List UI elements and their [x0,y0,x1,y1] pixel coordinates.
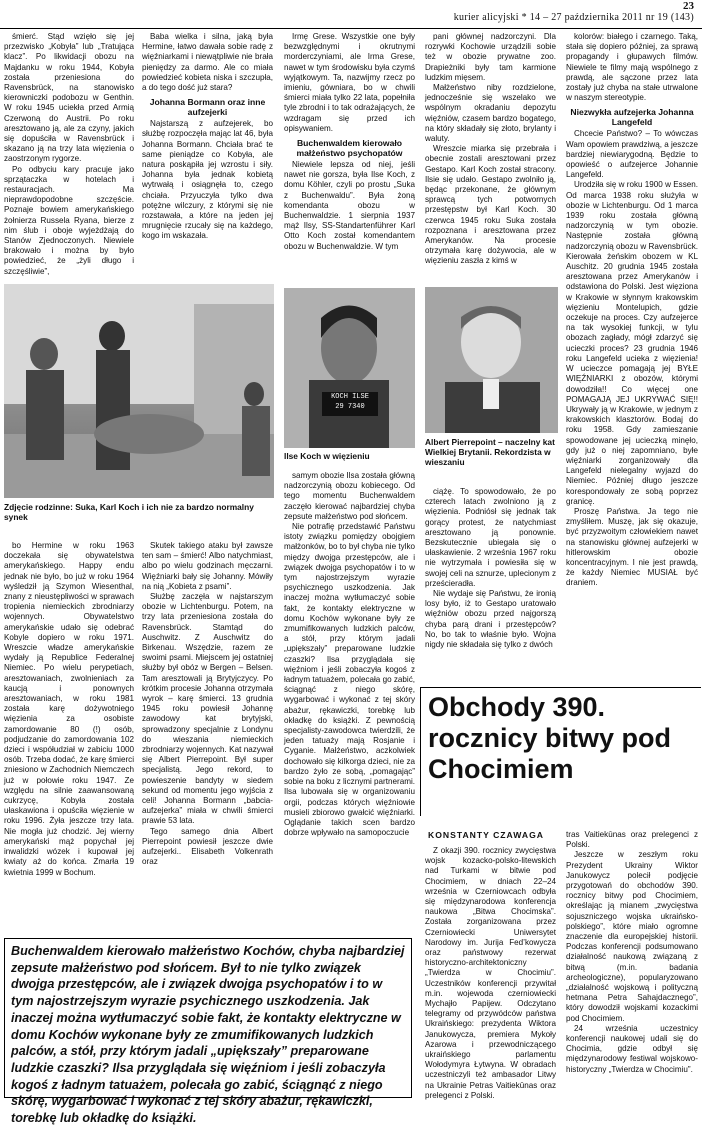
article2-col-a [425,846,556,1098]
pull-quote [4,938,412,1126]
pierrepoint-photo [425,287,558,433]
family-photo-drawing [4,284,274,498]
paragraph: Nie wydaje się Państwu, że ironią losy było, iż to Gestapo uratowało więźniów obozu przed najgorszą chyba parą drani i przestępców? No, bo tak to właśnie było. Wojna nigdy nie składała się tylko z dwóch [425,589,556,650]
paragraph: pani głównej nadzorczyni. Dla rozrywki Kochowie urządzili sobie też w obozie prywatne zoo. Drapieżniki były tam karmione ludzkim mięsem. [425,32,556,82]
header-rule [0,28,702,29]
paragraph: Służbę zaczęła w najstarszym obozie w Lichtenburgu. Potem, na trzy lata przeniesiona została do Ravensbrück. Stamtąd do Auschwitz. Z Auschwitz do Birkenau. Wszędzie, razem ze swoimi psami. Miejscem jej ostatniej służby był obóz w Bergen – Belsen. Tam aresztowali ją Brytyjczycy. Po krótkim procesie Johanna otrzymała wyrok – karę śmierci. 13 grudnia 1945 roku powiesił Johannę zawodowy kat brytyjski, sprowadzony specjalnie z Londynu do wieszania niemieckich zbrodniarzy wojennych. Kat nazywał się Albert Pierrepoint. Był super specjalistą. Jego rekord, to powieszenie bandyty w siedem sekund od momentu jego wyjścia z celi! Johanna Bormann „babcia-aufzejerka” miała w chwili śmierci prawie 53 lata. [142,592,273,826]
photo1-caption: Zdjęcie rodzinne: Suka, Karl Koch i ich nie za bardzo normalny synek [4,502,254,523]
paragraph: ciążę. To spowodowało, że po czterech latach zwolniono ją z więzienia. Podniósł się jednak tak gorący protest, że natychmiast aresztowano ją ponownie. Bezskutecznie ubiegała się o ułaskawienie. 2 września 1967 roku nie wytrzymała i powiesiła się w swojej celi na sznurze, uplecionym z prześcieradła. [425,487,556,588]
section-heading: Niezwykła aufzejerka Johanna Langefeld [570,107,694,128]
col2-bottom [142,541,273,930]
page-header [0,0,702,28]
paragraph: kolorów: białego i czarnego. Taką, stała się dopiero później, za sprawą propagandy i głupawych filmów. Niewiele te filmy mają wspólnego z prawdą, ale sączone przez lata zostały już chyba na stałe utrwalone w naszym stereotypie. [566,32,698,103]
article2-author: KONSTANTY CZAWAGA [428,830,544,840]
paragraph: Baba wielka i silna, jaką była Hermine, łatwo dawała sobie radę z więźniarkami i niewątpliwie nie brała pieniędzy za darmo. Ale co miała powiedzieć kobieta niska i szczupła, a do tego dość już stara? [142,32,273,93]
paragraph: Proszę Państwa. Ja tego nie zmyśliłem. Muszę, jak się okazuje, być przyzwoitym człowiekiem nawet na stanowisku głównej aufzejerki w hitlerowskim obozie koncentracyjnym. I nie jest prawdą, że każdy Niemiec MUSIAŁ być draniem. [566,506,698,588]
paragraph: śmierć. Stąd wzięło się jej przezwisko „Kobyła” lub „Tratująca klacz”. Po likwidacji obozu na Majdanku w roku 1944, Kobyła została przeniesiona do Ravensbrück, na stanowisko kierowniczki podobozu w Genthin. W roku 1945 uciekła przed Armią Czerwoną do Austrii. Po roku aresztowano ją, ale za czyny, jakich się dopuściła w Ravensbrück i skazano ją na trzy lata więzienia o zaostrzonym rygorze. [4,32,134,164]
paragraph: Skutek takiego ataku był zawsze ten sam – śmierć! Albo natychmiast, albo po wielu godzinach męczarni. Więźniarki bały się Johanny. Mówiły na nią „Kobieta z psami”. [142,541,273,591]
section-heading: Johanna Bormann oraz inne aufzejerki [149,97,266,118]
article2-headline: Obchody 390. rocznicy bitwy pod Chocimiem [428,692,672,784]
col1-top [4,32,134,278]
family-photo [4,284,274,498]
paragraph: Wreszcie miarka się przebrała i obecnie zostali aresztowani przez Gestapo. Karl Koch został stracony. Ilsie się udało. Gestapo zwolniło ją, będąc przekonane, że głównym sprawcą tych potwornych przestępstw był Karl Koch. 30 czerwca 1945 roku Suka została rozpoznana i aresztowana przez Amerykanów. Na procesie otrzymała karę dożywocia, ale w więzieniu zaszła z kimś w [425,144,556,266]
paragraph: tras Vaitiekūnas oraz prelegenci z Polski. [566,830,698,850]
paragraph: Chcecie Państwo? – To wówczas Wam opowiem prawdziwą, a jeszcze bardziej niewiarygodną. Będzie to opowieść o aufzejerce Johannie Langefeld. [566,129,698,180]
paragraph: Po odbyciu kary pracuje jako sprzątaczka w hotelach i restauracjach. Ma nieprawdopodobne szczęście. Poznaje bowiem amerykańskiego żołnierza Russela Ryana, bierze z nim ślub i oboje wyjeżdżają do Stanów Zjednoczonych. Niewiele brakowało i można by było powiedzieć, że „żyli długo i szczęśliwie”, [4,164,134,276]
paragraph: samym obozie Ilsa została główną nadzorczynią obozu kobiecego. Od tego momentu Buchenwaldem zaczęło kierować najbardziej chyba zepsute małżeństwo pod słońcem. [284,471,415,521]
ilse-koch-photo-drawing [284,288,415,448]
col4-bottom [425,487,556,673]
pull-quote-text: Buchenwaldem kierowało małżeństwo Kochów, chyba najbardziej zepsute małżeństwo pod słońcem. Był to nie tylko związek dwojga przestępców, ale i związek dwojga psychopatów i to w tym najostrzejszym wyrazie psychicznego uszkodzenia. Jak inaczej można wytłumaczyć sobie fakt, że kontakty elektryczne w domu Kochów wykonane były ze zmumifikowanych ludzkich palców, a stół, przy którym jadali „upiększały” preparowane ludzkie czaszki? Ilsa przyglądała się więźniom i jeśli zobaczyła kogoś z ładnym tatuażem, polecała go zabić, ściągnąć z niego skórę, wygarbować i wykonać z tej skóry abażur, rękawiczki, torebkę lub okładkę do książki. [11,944,405,1126]
col4-top [425,32,556,284]
paragraph: Tego samego dnia Albert Pierrepoint powiesił jeszcze dwie aufzejerki.. Elisabeth Volkenrath oraz [142,826,273,867]
page-number: 23 [683,0,694,12]
paragraph: bo Hermine w roku 1963 doczekała się obywatelstwa amerykańskiego. Happy endu jednak nie było, bo już w roku 1964 wyśledził ją Szymon Wiesenthal, znany z nieustępliwości w sprawach tropienia niemieckich zbrodniarzy wojennych. Obywatelstwo amerykańskie udało się odebrać Kobyle dopiero w roku 1971. Wreszcie władze amerykańskie wydały ją Republice Federalnej Niemiec. Po wielu perypetiach, aresztowaniach, zwolnieniach za kaucją i ponownych aresztowaniach, w roku 1981 została karę dożywotniego więzienia za osobiste zamordowanie 80 (!) osób, podjudzanie do zamordowania 102 dzieci i współudział w zabiciu 1000 osób. Trzeba dodać, że karę śmierci zniesiono w Zachodnich Niemczech już w połowie roku 1947. Ze względu na silnie zaawansowaną cukrzycę, Kobyła została ułaskawiona i opuściła więzienie w roku 1996. Żyła jeszcze trzy lata. Nie mogła już chodzić. Jej wierny amerykański mąż popychał jej inwalidzki wózek i kupował jej kwiaty aż do końca. Zmarła 19 kwietnia 1999 w Bochum. [4,541,135,877]
prisoner-sign: KOCH ILSE 29 7340 [331,393,369,411]
paragraph: Niewiele lepsza od niej, jeśli nawet nie gorsza, była Ilse Koch, z domu Köhler, czyli po prostu „Suka z Buchenwaldu”. Była żoną komendanta obozu w Buchenwaldzie. 1 sierpnia 1937 mąż Ilsy, SS-Standartenführer Karl Otto Koch został komendantem obozu w Buchenwaldzie. W tym [284,160,415,251]
pierrepoint-photo-drawing [425,287,558,433]
col3-top [284,32,415,278]
paragraph: Małżeństwo niby rozdzielone, jednocześnie się wszelako we wspólnym okradaniu depozytu więźniów, czasem bardzo bogatego, na który składały się złoto, brylanty i waluty. [425,83,556,144]
paragraph: Urodziła się w roku 1900 w Essen. Od marca 1938 roku służyła w obozie w Lichtenburgu. Od 1 marca 1939 roku została główną nadzorczynią w tym obozie. Następnie została główną nadzorczynią obozu w Ravensbrück. Kierowała żeńskim obozem w KL Auschitz. 20 grudnia 1945 została aresztowana przez Amerykanów i odstawiona do Polski. Jest więziona w Krakowie w słynnym krakowskim więzieniu Montelupich, gdzie oczekuje na proces. Czy aufzejerce na tak wysokiej funkcji, w tylu obozach zagłady, mógł zdarzyć się ucieczki proces? 23 grudnia 1946 roku Langefeld ucieka z więzienia! W ucieczce pomagają jej BYŁE WIĘŹNIARKI z obozów, którymi dowodziła!! Co więcej one POMAGAJĄ JEJ UKRYWAĆ SIĘ!! Ukrywały ją w Krakowie, w jednym z krakowskich klasztorów. Bodaj do roku 1958. Gdy zamieszanie spowodowane jej ucieczką minęło, gdy już o niej zapomniano, byłe więźniarki zorganizowały dla Langefeld nielegalny wyjazd do Niemiec. Później długo jeszcze korespondowały ze sobą poprzez granicę. [566,180,698,506]
paragraph: Najstarszą z aufzejerek, bo służbę rozpoczęła mając lat 46, była Johanna Bormann. Chciała brać te same pieniądze co Kobyła, ale natura poskąpiła jej wzrostu i siły. Johanna była jednak kobietą wytrwałą i osiągnęła to, czego chciała. Przyuczyła tylko dwa potężne wilczury, z którymi się nie rozstawała, a które na jeden jej mrugnięcie rzucały się na każdego, kogo im wskazała. [142,119,273,241]
article2-col-b [566,830,698,1098]
paragraph: 24 września uczestnicy konferencji naukowej udali się do Chocimia, gdzie odbył się międzynarodowy festiwal wojskowo-historyczny „Twierdza w Chocimiu”. [566,1023,698,1074]
ilse-koch-photo [284,288,415,448]
col1-bottom [4,541,134,930]
col5 [566,32,698,682]
paragraph: Jeszcze w zeszłym roku Prezydent Ukrainy Wiktor Janukowycz polecił podjęcie przygotowań do obchodów 390. rocznicy bitwy pod Chocimiem, określając ją mianem „zwycięstwa sojuszniczego wojska ukraińsko-polskiego”, które miało ogromne znaczenie dla europejskiej historii. Podczas konferencji podsumowano działalność naukową związaną z bitwą (m.in. badania archeologiczne), popularyzowano „działalność wojskową i polityczną hetmana Petra Sahajdacznego”, który dowodził wojskami kozackimi pod Chocimiem. [566,850,698,1023]
paragraph: Irmę Grese. Wszystkie one były bezwzględnymi i okrutnymi morderczyniami, ale Irma Grese, nawet w tym środowisku była czymś wyjątkowym. Ta, nazwijmy rzecz po imieniu, gówniara, bo w chwili śmierci miała tylko 22 lata, popełniła tyle zbrodni i to tak odrażających, że wzdragam się przed ich opisywaniem. [284,32,415,133]
col2-top [142,32,273,278]
photo3-caption: Albert Pierrepoint – naczelny kat Wielkiej Brytanii. Rekordzista w wieszaniu [425,437,555,468]
paragraph: Z okazji 390. rocznicy zwycięstwa wojsk kozacko-polsko-litewskich nad Turkami w bitwie pod Chocimiem, w dniach 22–24 września w Czerniowcach odbyła się międzynarodowa konferencja naukowa „Bitwa Chocimska”. Została zorganizowana przez Czerniowiecki Uniwersytet Narodowy im. Jurija Fed’kowycza oraz państwowy rezerwat historyczno-architektoniczny „Twierdza w Chocimiu”. Uczestników konferencji przywitał m.in. wojewoda czerniowiecki Mychajło Papijew. Odczytano telegramy od przywódców państwa Ukraińskiego: prezydenta Wiktora Janukowycza, premiera Mykoły Azarowa i przewodniczącego ukraińskiego parlamentu Wołodymyra Łytwyna. W obradach uczestniczyli też ambasador Litwy na Ukrainie Petras Vaitiekūnas oraz prelegenci z Polski. [425,846,556,1100]
photo2-caption: Ilse Koch w więzieniu [284,451,370,461]
paragraph: Nie potrafię przedstawić Państwu istoty związku pomiędzy obojgiem małżonków, bo to był chyba nie tylko między dwojga przestępców, ale i związek dwojga psychopatów i to w tym najostrzejszym wyrazie psychicznego uszkodzenia. Jak inaczej można wytłumaczyć sobie fakt, że kontakty elektryczne w domu Kochów wykonane były ze zmumifikowanych ludzkich palców, a stół, przy którym jadali „upiększały” preparowane ludzkie czaszki? Ilsa przyglądała się więźniom i jeśli zobaczyła kogoś z ładnym tatuażem, polecała go zabić, ściągnąć z niego skórę, wygarbować i wykonać z tej skóry abażur, rękawiczki, torebkę lub okładkę do książki. Z pewnością specjalisty-zawodowca twierdzili, że jeden tatuaży mają Rosjanie i Cyganie. Małżeństwo, aczkolwiek dochowało się kilkorga dzieci, nie za bardzo żyło ze sobą, „pomagając” sobie na boku z licznymi partnerami. Ilsa lubowała się w organizowaniu orgii, podczas których więźniowie musieli zbiorowo gwałcić więźniarki. Oglądanie takich scen bardzo dobrze wpływało na samopoczucie [284,522,415,838]
issue-line: kurier alicyjski * 14 – 27 października 2011 nr 19 (143) [453,12,694,23]
col3-bottom [284,471,415,930]
section-heading: Buchenwaldem kierowało małżeństwo psychopatów [296,138,403,159]
